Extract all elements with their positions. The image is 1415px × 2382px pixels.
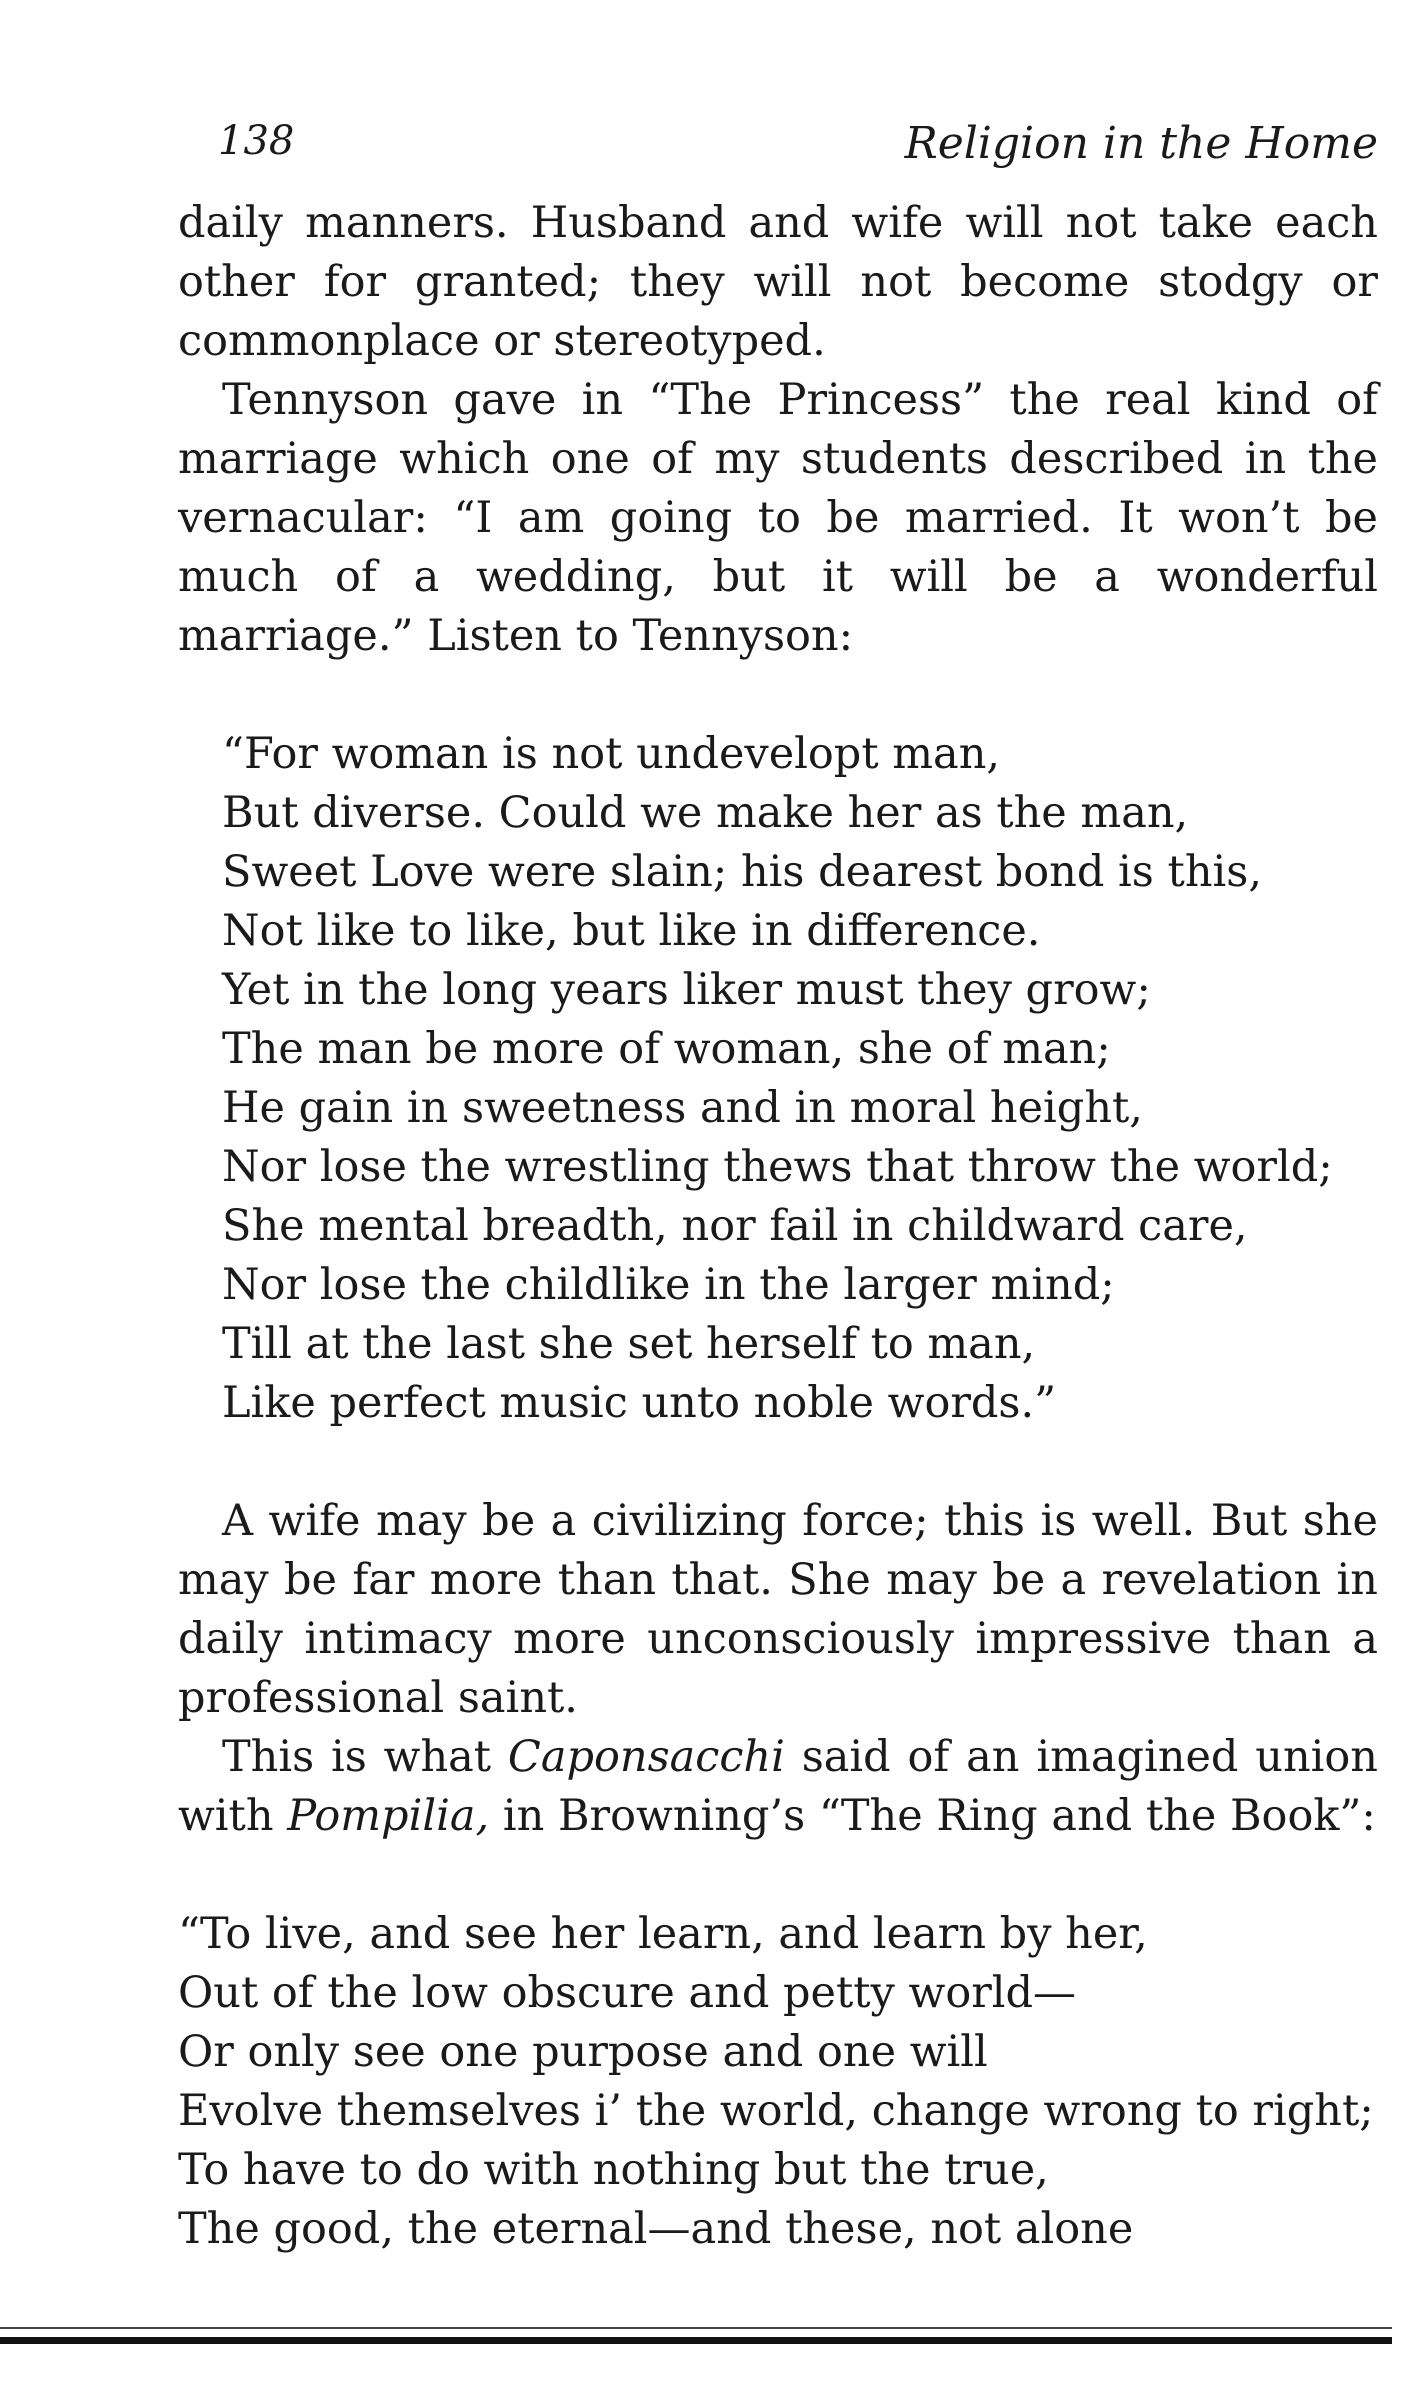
- page-header: [218, 118, 1378, 178]
- poem-line: The man be more of woman, she of man;: [222, 1024, 1111, 1074]
- running-head: Religion in the Home: [904, 118, 1378, 169]
- paragraph-4-mid: said of an imagined union with: [178, 1732, 1378, 1841]
- paragraph-4: [178, 1728, 1378, 1846]
- poem-line: To have to do with nothing but the true,: [178, 2145, 1049, 2195]
- poem-line: Nor lose the childlike in the larger mind;: [222, 1260, 1115, 1310]
- body-text: [178, 194, 1378, 2259]
- bottom-rule-thin: [0, 2327, 1392, 2329]
- name-caponsacchi: Caponsacchi: [507, 1732, 785, 1782]
- poem-line: “For woman is not undevelopt man,: [222, 729, 1001, 779]
- poem-line: Sweet Love were slain; his dearest bond is this,: [222, 847, 1262, 897]
- poem-line: Like perfect music unto noble words.”: [222, 1378, 1057, 1428]
- paragraph-1: daily manners. Husband and wife will not take each other for granted; they will not become stodgy or commonplace or stereotyped.: [178, 198, 1378, 366]
- poem-line: The good, the eternal—and these, not alone: [178, 2204, 1134, 2254]
- paragraph-3: A wife may be a civilizing force; this is well. But she may be far more than that. She may be a revelation in daily intimacy more unconsciously impressive than a professional saint.: [178, 1496, 1378, 1723]
- poem-line: But diverse. Could we make her as the man,: [222, 788, 1189, 838]
- poem-line: Nor lose the wrestling thews that throw the world;: [222, 1142, 1333, 1192]
- paragraph-2: Tennyson gave in “The Princess” the real kind of marriage which one of my students described in the vernacular: “I am going to be married. It won’t be much of a wedding, but it will be a wonderful marriage.” Listen to Tennyson:: [178, 375, 1378, 661]
- poem-line: Till at the last she set herself to man,: [222, 1319, 1036, 1369]
- name-pompilia: Pompilia,: [287, 1791, 490, 1841]
- poem-browning: [178, 1905, 1378, 2259]
- poem-line: Out of the low obscure and petty world—: [178, 1968, 1077, 2018]
- paragraph-4-pre: This is what: [222, 1732, 508, 1782]
- bottom-rule: [0, 2337, 1392, 2344]
- poem-line: He gain in sweetness and in moral height,: [222, 1083, 1143, 1133]
- poem-line: Yet in the long years liker must they grow;: [222, 965, 1151, 1015]
- paragraph-4-post: in Browning’s “The Ring and the Book”:: [489, 1791, 1376, 1841]
- page-number: 138: [218, 118, 295, 164]
- poem-line: Not like to like, but like in difference.: [222, 906, 1041, 956]
- poem-tennyson: [178, 725, 1378, 1433]
- poem-line: “To live, and see her learn, and learn by her,: [178, 1909, 1148, 1959]
- poem-line: Or only see one purpose and one will: [178, 2027, 988, 2077]
- poem-line: She mental breadth, nor fail in childward care,: [222, 1201, 1248, 1251]
- poem-line: Evolve themselves i’ the world, change wrong to right;: [178, 2086, 1374, 2136]
